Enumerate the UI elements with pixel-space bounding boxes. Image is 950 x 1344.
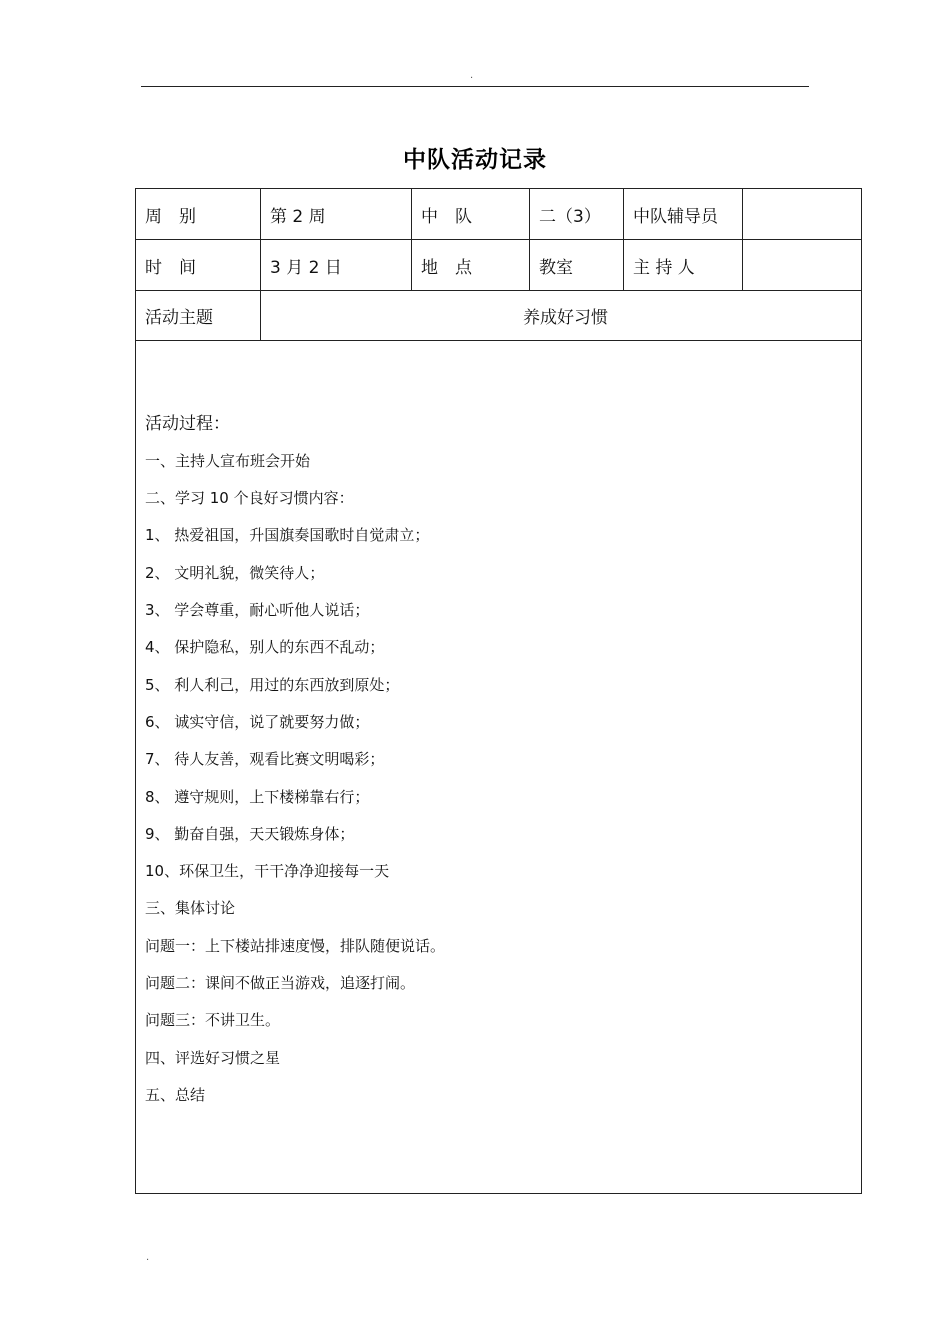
process-line: 四、评选好习惯之星 xyxy=(145,1048,281,1067)
process-line: 5、 利人利己，用过的东西放到原处； xyxy=(145,675,400,694)
process-line: 2、 文明礼貌，微笑待人； xyxy=(145,563,325,582)
page-title: 中队活动记录 xyxy=(403,147,547,173)
time-value: 3 月 2 日 xyxy=(261,240,412,291)
process-line: 8、 遵守规则，上下楼梯靠右行； xyxy=(145,787,370,806)
table-row-time xyxy=(136,240,862,291)
process-line: 3、 学会尊重，耐心听他人说话； xyxy=(145,601,370,620)
table-row-theme xyxy=(136,291,862,341)
process-line: 五、总结 xyxy=(145,1085,206,1104)
activity-record-table xyxy=(135,188,862,1194)
week-value: 第 2 周 xyxy=(261,189,412,240)
table-row-process xyxy=(136,341,862,1194)
process-line: 7、 待人友善，观看比赛文明喝彩； xyxy=(145,750,385,769)
process-line: 问题一：上下楼站排速度慢，排队随便说话。 xyxy=(145,936,446,955)
process-line: 10、环保卫生，干干净净迎接每一天 xyxy=(145,862,390,881)
week-label: 周 别 xyxy=(136,189,261,240)
process-line: 4、 保护隐私，别人的东西不乱动； xyxy=(145,638,385,657)
process-line: 一、主持人宣布班会开始 xyxy=(145,451,311,470)
process-line: 6、 诚实守信，说了就要努力做； xyxy=(145,712,370,731)
process-cell xyxy=(136,341,862,1194)
process-line: 9、 勤奋自强，天天锻炼身体； xyxy=(145,824,355,843)
squad-value: 二（3） xyxy=(530,189,624,240)
process-line: 问题二：课间不做正当游戏，追逐打闹。 xyxy=(145,973,416,992)
theme-value: 养成好习惯 xyxy=(261,291,862,341)
process-line: 三、集体讨论 xyxy=(145,899,236,918)
time-label: 时 间 xyxy=(136,240,261,291)
counselor-value xyxy=(743,189,862,240)
host-value xyxy=(743,240,862,291)
process-line: 二、学习 10 个良好习惯内容： xyxy=(145,489,354,508)
process-heading: 活动过程： xyxy=(145,413,230,434)
header-dot: . xyxy=(470,70,474,81)
host-label: 主 持 人 xyxy=(624,240,743,291)
theme-label: 活动主题 xyxy=(136,291,261,341)
place-label: 地 点 xyxy=(412,240,530,291)
process-line: 1、 热爱祖国，升国旗奏国歌时自觉肃立； xyxy=(145,526,430,545)
header-rule xyxy=(141,86,809,87)
counselor-label: 中队辅导员 xyxy=(624,189,743,240)
table-row-week xyxy=(136,189,862,240)
squad-label: 中 队 xyxy=(412,189,530,240)
process-line: 问题三：不讲卫生。 xyxy=(145,1011,281,1030)
place-value: 教室 xyxy=(530,240,624,291)
footer-dot: . xyxy=(146,1252,150,1263)
